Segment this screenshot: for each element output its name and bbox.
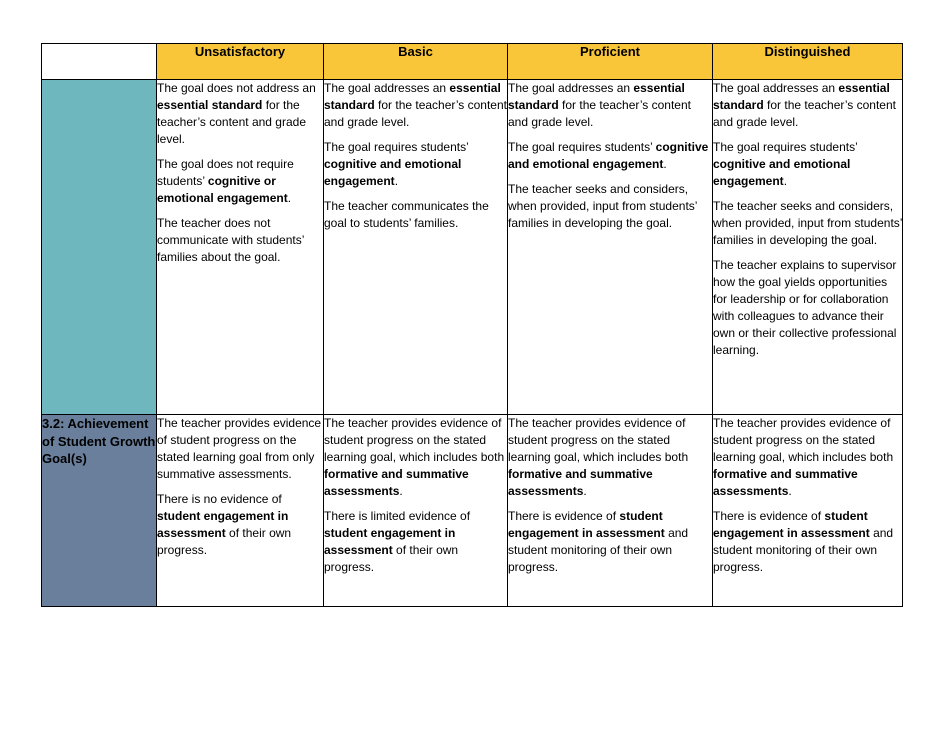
cell-text: The teacher provides evidence of student progress on the stated learning goal, which includes both [508, 416, 689, 464]
cell-text: The teacher provides evidence of student progress on the stated learning goal, which includes both [324, 416, 505, 464]
cell-text: The goal addresses an [508, 81, 634, 95]
cell-text: The goal requires students’ [713, 140, 858, 154]
cell-paragraph [508, 181, 712, 232]
cell-paragraph [157, 415, 323, 483]
table-row [42, 415, 903, 607]
cell-text: The teacher seeks and considers, when provided, input from students’ families in developing the goal. [508, 182, 697, 230]
cell-text: There is evidence of [713, 509, 825, 523]
cell-paragraph [713, 198, 902, 249]
cell-paragraph [713, 139, 902, 190]
cell-text: . [287, 191, 292, 205]
emphasis-text: essential standard [508, 81, 685, 112]
cell-paragraph [324, 415, 507, 500]
cell-paragraph [157, 80, 323, 148]
cell-paragraph [157, 491, 323, 559]
emphasis-text: essential standard [713, 81, 890, 112]
emphasis-text: cognitive and emotional engagement [324, 157, 462, 188]
cell-text: The goal does not address an [157, 81, 316, 95]
emphasis-text: student engagement in assessment [157, 509, 289, 540]
cell-text: for the teacher’s content and grade level. [157, 98, 306, 146]
cell-text: for the teacher’s content and grade level. [508, 98, 691, 129]
cell-text: for the teacher’s content and grade level. [324, 98, 507, 129]
cell-text: There is no evidence of [157, 492, 282, 506]
cell-text: The teacher provides evidence of student progress on the stated learning goal, which includes both [713, 416, 894, 464]
emphasis-text: cognitive and emotional engagement [508, 140, 709, 171]
cell-paragraph [508, 80, 712, 131]
rubric-cell [157, 415, 324, 607]
cell-paragraph [324, 508, 507, 576]
rubric-cell [324, 80, 508, 415]
header-row [42, 44, 903, 80]
level-unsatisfactory: Unsatisfactory [157, 44, 324, 80]
rubric-cell [713, 415, 903, 607]
cell-text: The goal requires students’ [508, 140, 656, 154]
cell-paragraph [324, 139, 507, 190]
cell-text: The goal addresses an [713, 81, 839, 95]
row-label-cell: 3.2: Achievement of Student Growth Goal(s) [42, 415, 157, 607]
rubric-cell [508, 415, 713, 607]
table-row [42, 80, 903, 415]
emphasis-text: formative and summative assessments [324, 467, 469, 498]
emphasis-text: cognitive and emotional engagement [713, 157, 851, 188]
cell-paragraph [713, 508, 902, 576]
cell-text: The teacher communicates the goal to students’ families. [324, 199, 489, 230]
cell-text: of their own progress. [324, 543, 459, 574]
cell-paragraph [508, 415, 712, 500]
cell-text: There is limited evidence of [324, 509, 471, 523]
cell-text: The goal does not require students’ [157, 157, 294, 188]
cell-text: for the teacher’s content and grade level. [713, 98, 896, 129]
emphasis-text: student engagement in assessment [324, 526, 456, 557]
cell-text: The teacher does not communicate with students’ families about the goal. [157, 216, 304, 264]
cell-text: The goal addresses an [324, 81, 450, 95]
level-basic: Basic [324, 44, 508, 80]
cell-text: . [663, 157, 667, 171]
cell-text: The teacher provides evidence of student progress on the stated learning goal from only summative assessments. [157, 416, 322, 481]
emphasis-text: formative and summative assessments [508, 467, 653, 498]
rubric-table [41, 43, 903, 607]
emphasis-text: formative and summative assessments [713, 467, 858, 498]
emphasis-text: cognitive or emotional engagement [157, 174, 288, 205]
cell-text: of their own progress. [157, 526, 292, 557]
cell-text: . [394, 174, 399, 188]
row-label-cell [42, 80, 157, 415]
cell-paragraph [713, 257, 902, 359]
level-proficient: Proficient [508, 44, 713, 80]
cell-text: There is evidence of [508, 509, 620, 523]
emphasis-text: essential standard [157, 98, 263, 112]
cell-paragraph [713, 415, 902, 500]
cell-text: The teacher seeks and considers, when provided, input from students’ families in developing the goal. [713, 199, 902, 247]
cell-paragraph [324, 80, 507, 131]
cell-text: and student monitoring of their own progress. [508, 526, 689, 574]
header-corner [42, 44, 157, 80]
rubric-cell [508, 80, 713, 415]
cell-text: . [788, 484, 792, 498]
cell-text: . [783, 174, 788, 188]
cell-text: The goal requires students’ [324, 140, 469, 154]
emphasis-text: student engagement in assessment [713, 509, 870, 540]
cell-paragraph [157, 156, 323, 207]
emphasis-text: essential standard [324, 81, 501, 112]
level-distinguished: Distinguished [713, 44, 903, 80]
rubric-cell [324, 415, 508, 607]
cell-paragraph [508, 139, 712, 173]
cell-paragraph [508, 508, 712, 576]
cell-text: The teacher explains to supervisor how the goal yields opportunities for leadership or for collaboration with colleagues to advance their own or their collective professional learning. [713, 258, 897, 357]
emphasis-text: student engagement in assessment [508, 509, 665, 540]
cell-paragraph [713, 80, 902, 131]
cell-text: and student monitoring of their own progress. [713, 526, 894, 574]
cell-paragraph [324, 198, 507, 232]
rubric-cell [157, 80, 324, 415]
rubric-cell [713, 80, 903, 415]
cell-text: . [583, 484, 587, 498]
cell-text: . [399, 484, 403, 498]
cell-paragraph [157, 215, 323, 266]
